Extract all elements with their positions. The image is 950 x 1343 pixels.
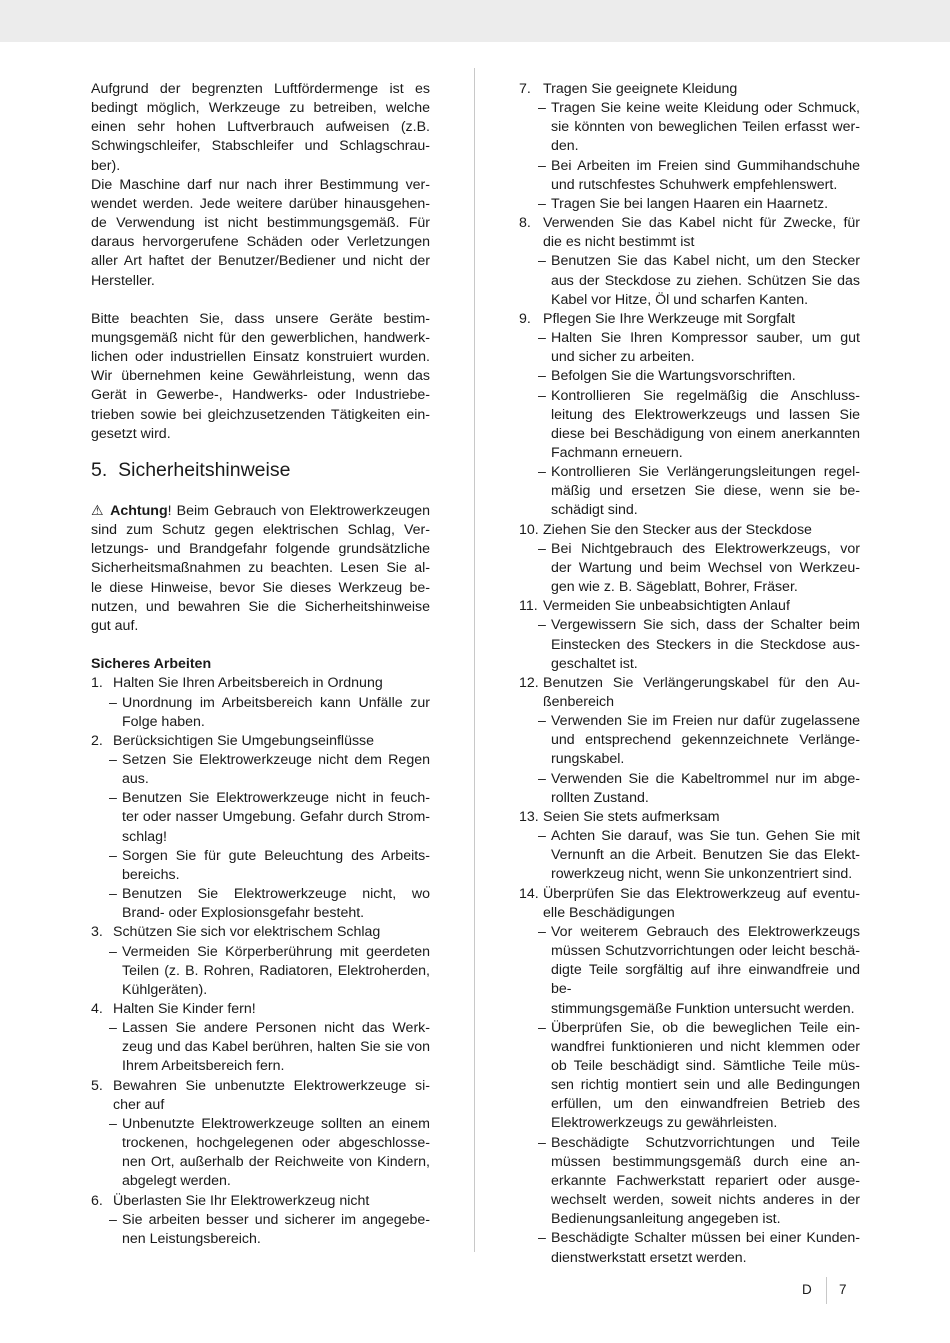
dash-bullet: – xyxy=(538,368,546,385)
dash-bullet: – xyxy=(109,694,117,711)
page-number: 7 xyxy=(839,1282,847,1297)
item-number: 13. xyxy=(519,808,539,825)
sub-item xyxy=(91,694,430,732)
sub-item-text xyxy=(551,827,860,884)
list-item xyxy=(519,521,860,540)
dash-bullet: – xyxy=(538,1019,546,1036)
dash-bullet: – xyxy=(538,100,546,117)
safety-list-left xyxy=(91,674,430,1249)
text-line xyxy=(91,617,430,636)
text-line: Aufgrund der begrenzten Luftfördermenge ist es xyxy=(91,81,430,97)
list-item xyxy=(519,214,860,252)
item-number: 10. xyxy=(519,521,539,538)
sub-item-line: Verwenden Sie im Freien nur dafür zugelassene xyxy=(551,713,860,730)
sub-item xyxy=(519,616,860,673)
sub-item xyxy=(91,847,430,885)
sub-item-line: Vermeiden Sie Körperberührung mit geerdeten xyxy=(122,943,430,960)
sub-item-line: Bei Nichtgebrauch des Elektrowerkzeugs, vor xyxy=(551,540,860,557)
sub-item-line: leitung des Elektrowerkzeugs und lassen Sie xyxy=(551,406,860,423)
text-line: Schwingschleifer, Stabschleifer und Schlagschrau- xyxy=(91,138,430,155)
sub-item-text xyxy=(551,387,860,464)
text-line: Hersteller. xyxy=(91,272,155,289)
sub-item-line: Brand- oder Explosionsgefahr besteht. xyxy=(122,905,365,922)
sub-item-line: bereichs. xyxy=(122,866,180,883)
section-number: 5. xyxy=(91,458,108,481)
sub-item-line: aus der Steckdose zu ziehen. Schützen Sie das xyxy=(551,272,860,289)
text-line: wendet werden. Jede weitere darüber hinausgehen- xyxy=(91,195,430,212)
text-line: Die Maschine darf nur nach ihrer Bestimmung ver- xyxy=(91,176,430,193)
dash-bullet: – xyxy=(538,253,546,270)
sub-item-text xyxy=(551,1229,860,1267)
intro-paragraph-1 xyxy=(91,80,430,291)
text-line xyxy=(91,598,430,617)
dash-bullet: – xyxy=(109,943,117,960)
sub-item-text xyxy=(551,540,860,597)
sub-item-line: Lassen Sie andere Personen nicht das Werk- xyxy=(122,1020,430,1037)
sub-item xyxy=(519,367,860,386)
sub-item-line: dienstwerkstatt ersetzt werden. xyxy=(551,1249,747,1266)
sub-item-line: Tragen Sie keine weite Kleidung oder Schmuck, xyxy=(551,100,860,117)
sub-item-text xyxy=(122,885,430,923)
item-title-line: Halten Sie Kinder fern! xyxy=(113,1001,256,1017)
dash-bullet: – xyxy=(538,387,546,404)
sub-item-line: Verwenden Sie die Kabeltrommel nur im abge- xyxy=(551,770,860,787)
sub-item-line: Kühlgeräten). xyxy=(122,981,208,998)
section-title: Sicherheitshinweise xyxy=(118,458,291,481)
right-column xyxy=(519,80,860,1268)
item-title-line: Überlasten Sie Ihr Elektrowerkzeug nicht xyxy=(113,1192,370,1209)
sub-item-text xyxy=(122,1019,430,1076)
list-item xyxy=(519,597,860,616)
sub-item-line: und entsprechend gekennzeichnete Verlänge- xyxy=(551,732,860,749)
text-line: Wir übernehmen keine Gewährleistung, wenn das xyxy=(91,368,430,385)
text-line xyxy=(91,579,430,598)
sub-item-line: rollten Zustand. xyxy=(551,789,649,806)
dash-bullet: – xyxy=(109,1211,117,1228)
sub-item-line: Ihrem Arbeitsbereich fern. xyxy=(122,1058,285,1075)
item-number: 14. xyxy=(519,885,539,902)
item-title xyxy=(543,885,860,923)
item-title-line: Überprüfen Sie das Elektrowerkzeug auf eventu- xyxy=(543,885,860,902)
sub-item-line: müssen Schutzvorrichtungen oder leicht beschä- xyxy=(551,943,860,960)
text-line: einen sehr hohen Luftverbrauch aufweisen (z.B. xyxy=(91,119,430,136)
sub-item-line: Vernunft an die Arbeit. Benutzen Sie das Elekt- xyxy=(551,847,860,864)
sub-item-line: Kontrollieren Sie Verlängerungsleitungen regel- xyxy=(551,464,860,481)
sub-item-line: der Wartung und beim Wechsel von Werkzeu- xyxy=(551,559,860,576)
footer-language: D xyxy=(802,1282,812,1297)
sub-item-line: sie könnten von beweglichen Teilen erfasst wer- xyxy=(551,119,860,136)
sub-item-line: Beschädigte Schutzvorrichtungen und Teile xyxy=(551,1134,860,1151)
sub-item-line: geschaltet ist. xyxy=(551,655,638,672)
sub-item xyxy=(519,195,860,214)
sub-item-text xyxy=(122,1115,430,1192)
sub-item xyxy=(91,1211,430,1249)
sub-item-line: digte Teile sorgfältig auf ihre einwandfreie und be- xyxy=(551,962,860,998)
item-title xyxy=(113,732,430,751)
item-title xyxy=(113,1000,430,1019)
item-title-line: cher auf xyxy=(113,1096,165,1113)
text-line xyxy=(91,540,430,559)
warning-text: sind zum Schutz gegen elektrischen Schlag, Ver- xyxy=(91,522,430,539)
sub-item-text xyxy=(122,847,430,885)
dash-bullet: – xyxy=(538,770,546,787)
text-line: trieben sowie bei gleichzusetzenden Tätigkeiten ein- xyxy=(91,406,430,423)
dash-bullet: – xyxy=(538,923,546,940)
sub-item-line: Fachmann erneuern. xyxy=(551,444,683,461)
sub-item xyxy=(519,329,860,367)
sub-item-line: und sicher zu arbeiten. xyxy=(551,349,695,366)
warning-paragraph xyxy=(91,502,430,636)
list-item xyxy=(519,310,860,329)
sub-item-line: Sorgen Sie für gute Beleuchtung des Arbeits- xyxy=(122,847,430,864)
item-title-line: Seien Sie stets aufmerksam xyxy=(543,808,720,825)
column-divider xyxy=(474,68,475,1252)
sub-item-line: Folge haben. xyxy=(122,713,205,730)
sub-item-line: diese bei Beschädigung von einem anerkannten xyxy=(551,425,860,442)
text-line xyxy=(91,502,430,521)
item-number: 6. xyxy=(91,1192,103,1209)
text-line: lichen oder industriellen Einsatz konstruiert wurden. xyxy=(91,349,430,366)
footer-divider xyxy=(826,1277,827,1304)
item-title-line: Halten Sie Ihren Arbeitsbereich in Ordnung xyxy=(113,675,383,692)
list-item xyxy=(519,674,860,712)
sub-item-text xyxy=(551,463,860,520)
sub-item-line: Sie arbeiten besser und sicherer im angegebe- xyxy=(122,1211,430,1228)
sub-item-line: Benutzen Sie Elektrowerkzeuge nicht in feuch- xyxy=(122,790,430,807)
sub-item-line: rowerkzeug nicht, wenn Sie unkonzentriert sind. xyxy=(551,866,853,883)
item-title-line: elle Beschädigungen xyxy=(543,904,675,921)
sub-item-line: Elektrowerkzeugs zu gewährleisten. xyxy=(551,1115,778,1132)
sub-item xyxy=(519,463,860,520)
warning-text: ! Beim Gebrauch von Elektrowerkzeugen xyxy=(167,502,430,519)
text-line xyxy=(91,521,430,540)
sub-item-line: Teilen (z. B. Rohren, Radiatoren, Elektroherden, xyxy=(122,962,430,979)
dash-bullet: – xyxy=(538,464,546,481)
sub-item-line: rungskabel. xyxy=(551,751,625,768)
sub-item-text xyxy=(122,943,430,1000)
sub-item-text xyxy=(551,99,860,156)
item-number: 2. xyxy=(91,732,103,749)
sub-item-line: Kabel vor Hitze, Öl und scharfen Kanten. xyxy=(551,291,809,308)
sub-item-text xyxy=(551,157,860,195)
subheading-safe-work: Sicheres Arbeiten xyxy=(91,656,212,673)
item-title xyxy=(543,674,860,712)
item-title xyxy=(543,80,860,99)
sub-item-line: schädigt sind. xyxy=(551,502,638,519)
sub-item-line: wechselt werden, soweit nichts anderes in der xyxy=(551,1192,860,1209)
sub-item-line: nen Ort, außerhalb der Reichweite von Kindern, xyxy=(122,1154,430,1171)
intro-paragraph-2 xyxy=(91,310,430,444)
warning-text: gut auf. xyxy=(91,617,139,634)
dash-bullet: – xyxy=(538,1230,546,1247)
sub-item-line: Vergewissern Sie sich, dass der Schalter beim xyxy=(551,617,860,634)
item-title xyxy=(543,521,860,540)
sub-item-line: zeug und das Kabel berühren, halten Sie sie von xyxy=(122,1039,430,1056)
dash-bullet: – xyxy=(109,847,117,864)
text-line: de Verwendung ist nicht bestimmungsgemäß. Für xyxy=(91,215,430,232)
sub-item xyxy=(519,1229,860,1267)
item-title-line: Vermeiden Sie unbeabsichtigten Anlauf xyxy=(543,598,790,615)
item-title-line: Verwenden Sie das Kabel nicht für Zwecke, für xyxy=(543,215,860,232)
item-title-line: Bewahren Sie unbenutzte Elektrowerkzeuge si- xyxy=(113,1077,430,1094)
list-item xyxy=(91,923,430,942)
item-title-line: Pflegen Sie Ihre Werkzeuge mit Sorgfalt xyxy=(543,310,796,327)
sub-item xyxy=(519,157,860,195)
sub-item-line: Benutzen Sie Elektrowerkzeuge nicht, wo xyxy=(122,886,430,903)
text-line: ber). xyxy=(91,157,121,174)
sub-item-line: Halten Sie Ihren Kompressor sauber, um gut xyxy=(551,330,860,347)
item-number: 8. xyxy=(519,215,531,232)
text-line: daraus hervorgerufene Schäden oder Verletzungen xyxy=(91,234,430,251)
sub-item-line: Vor weiterem Gebrauch des Elektrowerkzeugs xyxy=(551,923,860,940)
sub-item-text xyxy=(551,195,860,214)
dash-bullet: – xyxy=(538,1134,546,1151)
sub-item-text xyxy=(551,616,860,673)
item-number: 9. xyxy=(519,310,531,327)
sub-item-line: Setzen Sie Elektrowerkzeuge nicht dem Regen xyxy=(122,751,430,768)
dash-bullet: – xyxy=(538,195,546,212)
left-column xyxy=(91,80,430,1249)
text-line: aller Art haftet der Benutzer/Bediener und nicht der xyxy=(91,253,430,270)
sub-item-line: erkannte Fachwerkstatt repariert oder ausge- xyxy=(551,1172,860,1189)
item-title-line: Benutzen Sie Verlängerungskabel für den Au- xyxy=(543,674,860,691)
sub-item xyxy=(519,540,860,597)
sub-item xyxy=(91,885,430,923)
sub-item-text xyxy=(122,1211,430,1249)
item-title-line: Berücksichtigen Sie Umgebungseinflüsse xyxy=(113,732,375,749)
safety-list-right xyxy=(519,80,860,1268)
dash-bullet: – xyxy=(538,617,546,634)
item-number: 7. xyxy=(519,81,531,97)
warning-text: letzungs- und Brandgefahr folgende grundsätzliche xyxy=(91,541,430,558)
text-line: Bitte beachten Sie, dass unsere Geräte bestim- xyxy=(91,310,430,327)
item-number: 3. xyxy=(91,924,103,941)
sub-item-line: abgelegt werden. xyxy=(122,1173,231,1190)
sub-item-line: mäßig und ersetzen Sie diese, wenn sie be- xyxy=(551,483,860,500)
sub-item-line: trockenen, hochgelegenen oder abgeschlosse- xyxy=(122,1135,430,1152)
dash-bullet: – xyxy=(538,157,546,174)
dash-bullet: – xyxy=(109,751,117,768)
warning-text: le diese Hinweise, bevor Sie dieses Werkzeug be- xyxy=(91,579,430,596)
sub-item xyxy=(91,751,430,789)
item-title xyxy=(543,310,860,329)
sub-item-line: Tragen Sie bei langen Haaren ein Haarnetz. xyxy=(551,195,829,212)
sub-item-line: aus. xyxy=(122,771,149,788)
sub-item xyxy=(519,923,860,1019)
dash-bullet: – xyxy=(538,540,546,557)
item-number: 12. xyxy=(519,674,539,691)
sub-item xyxy=(519,1134,860,1230)
item-title xyxy=(543,597,860,616)
sub-item-line: Beschädigte Schalter müssen bei einer Kunden- xyxy=(551,1230,860,1247)
sub-item-text xyxy=(551,329,860,367)
item-title xyxy=(113,1192,430,1211)
dash-bullet: – xyxy=(109,1115,117,1132)
sub-item-text xyxy=(551,712,860,769)
item-title xyxy=(113,923,430,942)
sub-item xyxy=(519,99,860,156)
sub-item-text xyxy=(551,1134,860,1230)
list-item xyxy=(91,1000,430,1019)
sub-item xyxy=(91,1115,430,1192)
sub-item-text xyxy=(551,252,860,309)
top-bar xyxy=(0,0,950,42)
sub-item-text xyxy=(122,789,430,846)
sub-item-line: Einstecken des Steckers in die Steckdose aus- xyxy=(551,636,860,653)
item-title xyxy=(113,674,430,693)
sub-item-text xyxy=(551,367,860,386)
dash-bullet: – xyxy=(538,828,546,845)
text-line: gesetzt wird. xyxy=(91,425,171,442)
item-number: 4. xyxy=(91,1001,103,1017)
sub-item xyxy=(519,1019,860,1134)
sub-item-line: Kontrollieren Sie regelmäßig die Anschluss- xyxy=(551,387,860,404)
item-title-line: Ziehen Sie den Stecker aus der Steckdose xyxy=(543,521,812,538)
sub-item-line: und rutschfestes Schuhwerk empfehlenswert. xyxy=(551,176,838,193)
sub-item xyxy=(91,943,430,1000)
sub-item xyxy=(519,387,860,464)
dash-bullet: – xyxy=(538,330,546,347)
list-item xyxy=(519,80,860,99)
item-title-line: die es nicht bestimmt ist xyxy=(543,234,695,251)
sub-item xyxy=(519,770,860,808)
list-item xyxy=(519,885,860,923)
sub-item-line: nen Leistungsbereich. xyxy=(122,1230,261,1247)
item-title xyxy=(543,214,860,252)
sub-item-line: ob Teile beschädigt sind. Sämtliche Teile müs- xyxy=(551,1057,860,1074)
text-line: mungsgemäß nicht für den gewerblichen, handwerk- xyxy=(91,330,430,347)
sub-item-line: gen wie z. B. Sägeblatt, Bohrer, Fräser. xyxy=(551,579,798,596)
sub-item xyxy=(91,1019,430,1076)
sub-item-text xyxy=(551,923,860,1019)
sub-item-text xyxy=(122,694,430,732)
warning-triangle-icon: ⚠ xyxy=(91,502,104,519)
sub-item xyxy=(519,252,860,309)
sub-item-text xyxy=(551,770,860,808)
item-number: 1. xyxy=(91,675,103,692)
dash-bullet: – xyxy=(109,1020,117,1037)
warning-text: Sicherheitsmaßnahmen zu beachten. Lesen Sie al- xyxy=(91,560,430,577)
item-title-line: ßenbereich xyxy=(543,694,614,710)
sub-item-line: Befolgen Sie die Wartungsvorschriften. xyxy=(551,368,796,385)
sub-item xyxy=(519,827,860,884)
dash-bullet: – xyxy=(109,886,117,903)
sub-item-line: stimmungsgemäße Funktion untersucht werden. xyxy=(551,1000,855,1017)
item-title-line: Schützen Sie sich vor elektrischem Schlag xyxy=(113,924,381,941)
sub-item-text xyxy=(551,1019,860,1134)
text-line: Gerät in Gewerbe-, Handwerks- oder Industriebe- xyxy=(91,387,430,404)
sub-item-line: den. xyxy=(551,138,579,155)
text-line: bedingt möglich, Werkzeuge zu betreiben, welche xyxy=(91,100,430,117)
sub-item xyxy=(91,789,430,846)
section-heading xyxy=(91,458,430,482)
sub-item-line: sen richtig montiert sein und alle Bedingungen xyxy=(551,1077,860,1094)
warning-label: Achtung xyxy=(110,502,168,519)
sub-item xyxy=(519,712,860,769)
dash-bullet: – xyxy=(109,790,117,807)
sub-item-text xyxy=(122,751,430,789)
sub-item-line: ter oder nasser Umgebung. Gefahr durch Strom- xyxy=(122,809,430,826)
list-item xyxy=(91,1077,430,1115)
text-line xyxy=(91,559,430,578)
list-item xyxy=(91,732,430,751)
item-number: 11. xyxy=(519,598,538,615)
list-item xyxy=(519,808,860,827)
sub-item-line: Bedienungsanleitung angegeben ist. xyxy=(551,1211,781,1228)
warning-text: nutzen, und bewahren Sie die Sicherheitshinweise xyxy=(91,598,430,615)
item-title xyxy=(113,1077,430,1115)
sub-item-line: Bei Arbeiten im Freien sind Gummihandschuhe xyxy=(551,157,860,174)
sub-item-line: müssen bestimmungsgemäß durch eine an- xyxy=(551,1153,860,1170)
sub-item-line: Überprüfen Sie, ob die beweglichen Teile ein- xyxy=(551,1019,860,1036)
item-number: 5. xyxy=(91,1077,103,1094)
sub-item-line: wandfrei funktionieren und nicht klemmen oder xyxy=(551,1038,860,1055)
sub-item-line: Achten Sie darauf, was Sie tun. Gehen Sie mit xyxy=(551,828,860,845)
list-item xyxy=(91,674,430,693)
sub-item-line: Unbenutzte Elektrowerkzeuge sollten an einem xyxy=(122,1115,430,1132)
list-item xyxy=(91,1192,430,1211)
sub-item-line: Benutzen Sie das Kabel nicht, um den Stecker xyxy=(551,253,860,270)
item-title-line: Tragen Sie geeignete Kleidung xyxy=(543,81,738,97)
sub-item-line: schlag! xyxy=(122,828,167,845)
sub-item-line: Unordnung im Arbeitsbereich kann Unfälle zur xyxy=(122,694,430,711)
item-title xyxy=(543,808,860,827)
dash-bullet: – xyxy=(538,713,546,730)
sub-item-line: erfüllen, um den einwandfreien Betrieb des xyxy=(551,1096,860,1113)
